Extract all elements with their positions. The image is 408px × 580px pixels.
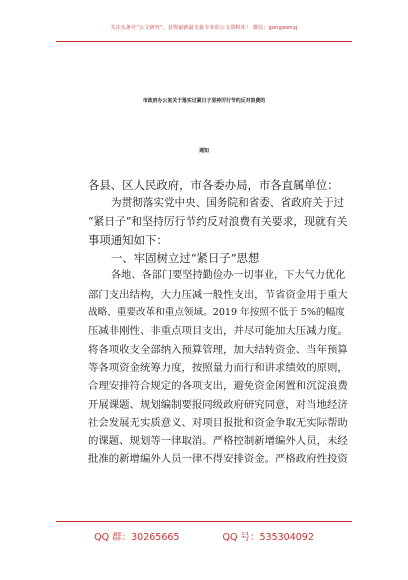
body-line: 合理安排符合规定的各项支出，避免资金闲置和沉淀浪费 [88, 380, 348, 393]
body-line: 将各项收支全部纳入预算管理，加大结转资金、当年预算 [88, 343, 348, 356]
body-line: 批准的新增编外人员一律不得安排资金。严格政府性投资 [88, 453, 348, 466]
document-title-line-2: 通知 [199, 148, 209, 154]
body-line: 各地、各部门要坚持勤俭办一切事业，下大气力优化 [111, 270, 346, 282]
footer [0, 529, 408, 543]
body-line: 部门支出结构，大力压减一般性支出，节省资金用于重大 [88, 288, 348, 301]
body-line: 等各项资金统筹力度，按照量力而行和讲求绩效的原则， [88, 361, 348, 374]
footer-divider [56, 521, 352, 522]
footer-qq-number: QQ 号：535304092 [222, 532, 314, 543]
body-line: “紧日子”和坚持厉行节约反对浪费有关要求，现就有关 [88, 214, 348, 228]
body-line: 为贯彻落实党中央、国务院和省委、省政府关于过 [111, 197, 345, 210]
body-line: 战略、重要改革和重点领域。2019 年按照不低于 5%的幅度 [88, 307, 345, 319]
header-banner: 关注头条号“公文研究”，获得最新最全最专业的公文资料库！ 微信：gongwenyj [110, 25, 298, 31]
body-line: 社会发展无实质意义、对项目报批和资金争取无实际帮助 [88, 416, 348, 429]
section-heading: 一、牢固树立过“紧日子”思想 [111, 251, 260, 266]
footer-qq-group: QQ 群：30265665 [94, 532, 180, 543]
body-line: 压减非刚性、非重点项目支出，并尽可能加大压减力度。 [88, 325, 348, 338]
body-line: 开展课题、规划编制要报同级政府研究同意，对当地经济 [88, 398, 348, 411]
header-divider [56, 41, 352, 42]
body-line: 的课题、规划等一律取消。严格控制新增编外人员，未经 [88, 435, 348, 448]
salutation: 各县、区人民政府，市各委办局，市各直属单位： [88, 178, 339, 192]
body-line: 事项通知如下： [88, 232, 168, 247]
document-body [88, 176, 348, 469]
document-title-line-1: 市政府办公室关于落实过紧日子坚持厉行节约反对浪费的 [142, 98, 266, 104]
